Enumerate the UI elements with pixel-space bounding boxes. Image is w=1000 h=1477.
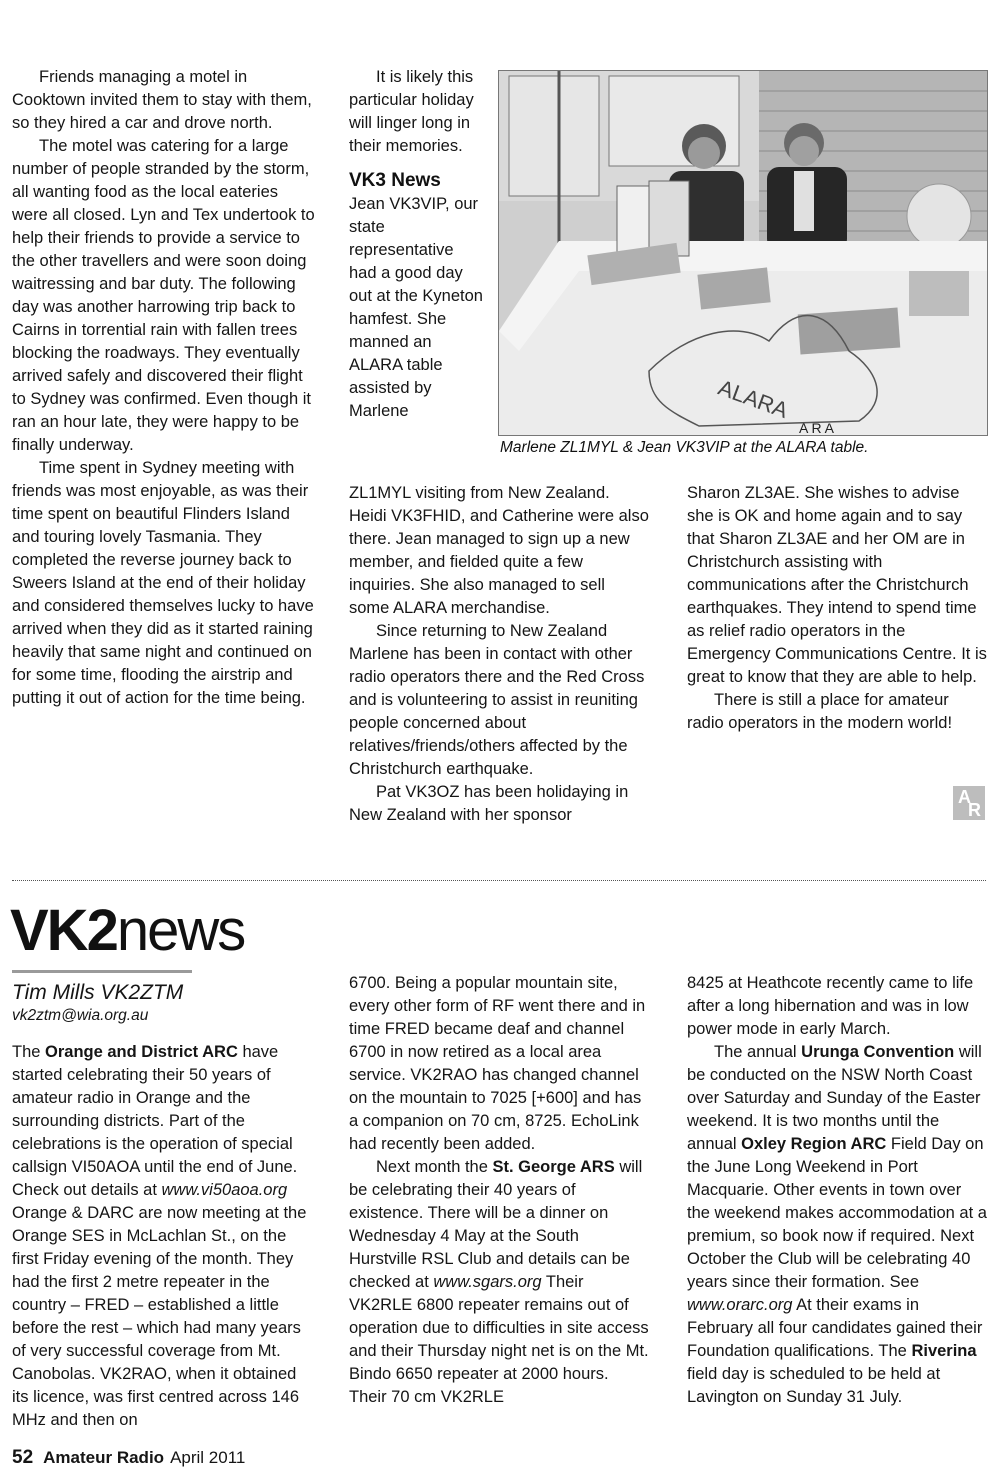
club-name: St. George ARS <box>492 1158 615 1176</box>
paragraph: It is likely this particular holiday will linger long in their memories. <box>349 68 474 155</box>
alara-column-1 <box>12 66 317 710</box>
web-link[interactable]: www.vi50aoa.org <box>161 1181 288 1199</box>
page-number: 52 <box>12 1447 34 1468</box>
paragraph: Sharon ZL3AE. She wishes to advise she is OK and home again and to say that Sharon ZL3AE and her OM are in Christchurch assisting with communications after the Christchurch earthquakes. They intend to spend time as relief radio operators in the Emergency Communications Centre. It is great to know that they are able to help. <box>687 484 987 686</box>
author-rule <box>12 970 192 973</box>
paragraph: The annual Urunga Convention will be conducted on the NSW North Coast over Saturday and Sunday of the Easter weekend. It is two months until the annual Oxley Region ARC Field Day on the June Long Weekend in Port Macquarie. Other events in town over the weekend makes accommodation at a premium, so book now if required. Next October the Club will be celebrating 40 years since their formation. See www.orarc.org At their exams in February all four candidates gained their Foundation qualifications. The Riverina field day is scheduled to be held at Lavington on Sunday 31 July. <box>687 1043 987 1406</box>
event-photo <box>498 70 988 436</box>
paragraph: Pat VK3OZ has been holidaying in New Zealand with her sponsor <box>349 783 629 824</box>
event-name: Riverina <box>911 1342 977 1360</box>
paragraph: 8425 at Heathcote recently came to life after a long hibernation and was in low power mode in early March. <box>687 974 974 1038</box>
author-name: Tim Mills VK2ZTM <box>12 981 184 1004</box>
alara-column-3 <box>687 482 987 735</box>
section-heading: VK3 News <box>349 170 441 191</box>
paragraph: There is still a place for amateur radio operators in the modern world! <box>687 691 953 732</box>
logo-letter-a: A <box>958 787 971 807</box>
photo-caption: Marlene ZL1MYL & Jean VK3VIP at the ALARA table. <box>500 439 869 456</box>
photo-sign-text: A R A <box>799 420 835 435</box>
paragraph: Time spent in Sydney meeting with friends was most enjoyable, as was their time spent on beautiful Flinders Island and touring lovely Tasmania. They completed the reverse journey back to Sweers Island at the end of their holiday and considered themselves lucky to have arrived when they did as it started raining heavily that same night and continued on for some time, flooding the airstrip and putting it out of action for the time being. <box>12 459 314 707</box>
issue-date: April 2011 <box>170 1448 246 1467</box>
paragraph: The Orange and District ARC have started celebrating their 50 years of amateur radio in Orange and the surrounding districts. Part of the celebrations is the operation of special callsign VI50AOA until the end of June. Check out details at www.vi50aoa.org Orange & DARC are now meeting at the Orange SES in McLachlan St., on the first Friday evening of the month. They had the first 2 metre repeater in the country – FRED – established a little before the rest – which had many years of very successful coverage from Mt. Canobolas. VK2RAO, when it obtained its licence, was first centred across 146 MHz and then on <box>12 1043 307 1429</box>
alara-column-2-top <box>349 66 484 423</box>
section-divider <box>12 880 986 881</box>
photo-map-label: ALARA <box>715 374 792 423</box>
magazine-name: Amateur Radio <box>43 1448 165 1467</box>
paragraph: The motel was catering for a large number of people stranded by the storm, all wanting food as the local eateries were all closed. Lyn and Tex undertook to help their friends to provide a service to the other travellers and were soon doing waitressing and bar duty. The following day was another harrowing trip back to Cairns in torrential rain with fallen trees blocking the roadways. They eventually arrived safely and discovered their flight to Sydney was confirmed. Even though it ran an hour late, they were happy to be finally underway. <box>12 137 315 454</box>
club-name: Orange and District ARC <box>45 1043 238 1061</box>
section-title <box>10 898 244 964</box>
paragraph: 6700. Being a popular mountain site, every other form of RF went there and in time FRED became deaf and channel 6700 in now retired as a local area service. VK2RAO has changed channel on the mountain to 7025 [+600] and has a companion on 70 cm, 8725. EchoLink had recently been added. <box>349 974 646 1153</box>
paragraph: Jean VK3VIP, our state representative had a good day out at the Kyneton hamfest. She manned an ALARA table assisted by Marlene <box>349 195 483 420</box>
paragraph: Since returning to New Zealand Marlene has been in contact with other radio operators there and the Red Cross and is volunteering to assist in reuniting people concerned about relatives/friends/others affected by the Christchurch earthquake. <box>349 622 645 778</box>
end-of-article-logo <box>953 786 985 820</box>
vk2-column-3 <box>687 972 987 1409</box>
alara-column-2-bottom <box>349 482 649 827</box>
paragraph: ZL1MYL visiting from New Zealand. Heidi VK3FHID, and Catherine were also there. Jean managed to sign up a new member, and fielded quite a few inquiries. She also managed to sell some ALARA merchandise. <box>349 484 649 617</box>
page-footer <box>12 1446 245 1470</box>
event-name: Urunga Convention <box>801 1043 955 1061</box>
web-link[interactable]: www.orarc.org <box>687 1296 793 1314</box>
vk2-column-1 <box>12 1041 317 1432</box>
section-title-light: news <box>116 898 245 963</box>
logo-letter-r: R <box>968 800 981 820</box>
section-title-bold: VK2 <box>10 898 117 963</box>
paragraph: Friends managing a motel in Cooktown invited them to stay with them, so they hired a car and drove north. <box>12 68 312 132</box>
club-name: Oxley Region ARC <box>741 1135 887 1153</box>
author-email: vk2ztm@wia.org.au <box>12 1007 149 1024</box>
web-link[interactable]: www.sgars.org <box>433 1273 542 1291</box>
vk2-column-2 <box>349 972 649 1409</box>
paragraph: Next month the St. George ARS will be celebrating their 40 years of existence. There will be a dinner on Wednesday 4 May at the South Hurstville RSL Club and details can be checked at www.sgars.org Their VK2RLE 6800 repeater remains out of operation due to difficulties in site access and their Thursday night net is on the Mt. Bindo 6650 repeater at 2000 hours. Their 70 cm VK2RLE <box>349 1158 649 1406</box>
